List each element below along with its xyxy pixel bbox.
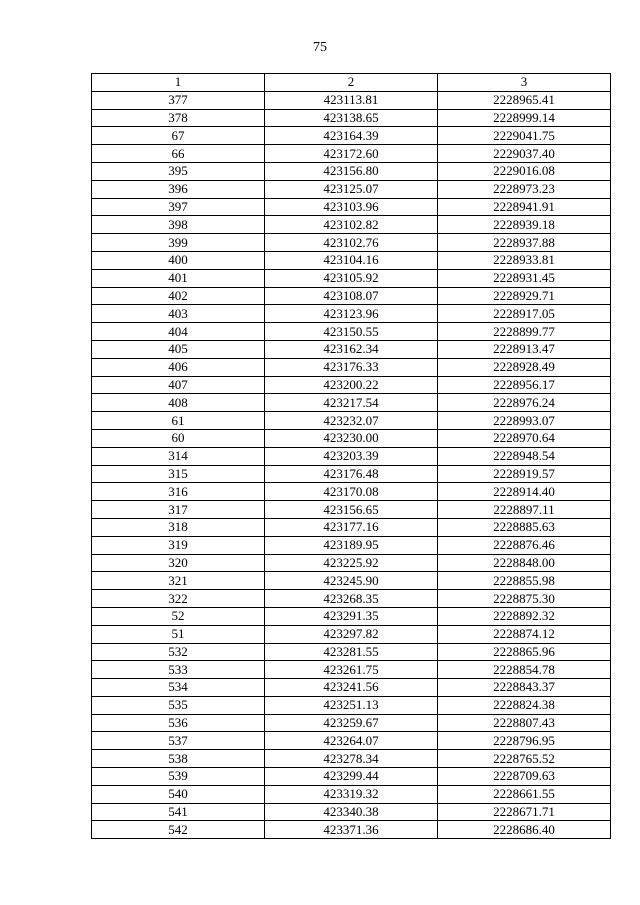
x-coordinate-cell: 423225.92	[265, 554, 438, 572]
point-number-cell: 542	[92, 821, 265, 839]
table-row	[92, 358, 611, 376]
table-row	[92, 429, 611, 447]
x-coordinate-cell: 423162.34	[265, 340, 438, 358]
table-row	[92, 643, 611, 661]
y-coordinate-cell: 2228917.05	[438, 305, 611, 323]
x-coordinate-cell: 423291.35	[265, 607, 438, 625]
table-row	[92, 340, 611, 358]
point-number-cell: 61	[92, 412, 265, 430]
table-row	[92, 554, 611, 572]
point-number-cell: 537	[92, 732, 265, 750]
y-coordinate-cell: 2228661.55	[438, 785, 611, 803]
point-number-cell: 533	[92, 661, 265, 679]
point-number-cell: 396	[92, 180, 265, 198]
y-coordinate-cell: 2228919.57	[438, 465, 611, 483]
x-coordinate-cell: 423105.92	[265, 269, 438, 287]
y-coordinate-cell: 2228973.23	[438, 180, 611, 198]
table-row	[92, 483, 611, 501]
y-coordinate-cell: 2228824.38	[438, 696, 611, 714]
x-coordinate-cell: 423156.65	[265, 501, 438, 519]
point-number-cell: 540	[92, 785, 265, 803]
y-coordinate-cell: 2228765.52	[438, 750, 611, 768]
x-coordinate-cell: 423268.35	[265, 590, 438, 608]
y-coordinate-cell: 2228855.98	[438, 572, 611, 590]
y-coordinate-cell: 2228865.96	[438, 643, 611, 661]
y-coordinate-cell: 2228965.41	[438, 91, 611, 109]
x-coordinate-cell: 423299.44	[265, 768, 438, 786]
y-coordinate-cell: 2228941.91	[438, 198, 611, 216]
point-number-cell: 398	[92, 216, 265, 234]
table-row	[92, 750, 611, 768]
x-coordinate-cell: 423241.56	[265, 679, 438, 697]
x-coordinate-cell: 423108.07	[265, 287, 438, 305]
point-number-cell: 322	[92, 590, 265, 608]
table-row	[92, 216, 611, 234]
point-number-cell: 532	[92, 643, 265, 661]
x-coordinate-cell: 423125.07	[265, 180, 438, 198]
table-header-row	[92, 74, 611, 92]
y-coordinate-cell: 2228913.47	[438, 340, 611, 358]
x-coordinate-cell: 423104.16	[265, 251, 438, 269]
point-number-cell: 406	[92, 358, 265, 376]
x-coordinate-cell: 423251.13	[265, 696, 438, 714]
y-coordinate-cell: 2229016.08	[438, 162, 611, 180]
table-row	[92, 198, 611, 216]
x-coordinate-cell: 423176.33	[265, 358, 438, 376]
y-coordinate-cell: 2228970.64	[438, 429, 611, 447]
x-coordinate-cell: 423232.07	[265, 412, 438, 430]
table-row	[92, 714, 611, 732]
y-coordinate-cell: 2228937.88	[438, 234, 611, 252]
table-row	[92, 251, 611, 269]
y-coordinate-cell: 2228914.40	[438, 483, 611, 501]
table-row	[92, 465, 611, 483]
point-number-cell: 60	[92, 429, 265, 447]
x-coordinate-cell: 423177.16	[265, 518, 438, 536]
point-number-cell: 321	[92, 572, 265, 590]
table-row	[92, 518, 611, 536]
point-number-cell: 534	[92, 679, 265, 697]
point-number-cell: 397	[92, 198, 265, 216]
point-number-cell: 320	[92, 554, 265, 572]
x-coordinate-cell: 423102.76	[265, 234, 438, 252]
table-body	[92, 91, 611, 838]
table-row	[92, 821, 611, 839]
y-coordinate-cell: 2228876.46	[438, 536, 611, 554]
point-number-cell: 541	[92, 803, 265, 821]
point-number-cell: 536	[92, 714, 265, 732]
column-header-1: 1	[92, 74, 265, 92]
x-coordinate-cell: 423189.95	[265, 536, 438, 554]
x-coordinate-cell: 423156.80	[265, 162, 438, 180]
x-coordinate-cell: 423278.34	[265, 750, 438, 768]
point-number-cell: 404	[92, 323, 265, 341]
x-coordinate-cell: 423319.32	[265, 785, 438, 803]
table-row	[92, 180, 611, 198]
point-number-cell: 319	[92, 536, 265, 554]
y-coordinate-cell: 2228933.81	[438, 251, 611, 269]
table-row	[92, 394, 611, 412]
x-coordinate-cell: 423103.96	[265, 198, 438, 216]
point-number-cell: 316	[92, 483, 265, 501]
x-coordinate-cell: 423200.22	[265, 376, 438, 394]
y-coordinate-cell: 2228928.49	[438, 358, 611, 376]
table-row	[92, 501, 611, 519]
y-coordinate-cell: 2228892.32	[438, 607, 611, 625]
x-coordinate-cell: 423281.55	[265, 643, 438, 661]
y-coordinate-cell: 2229041.75	[438, 127, 611, 145]
coordinates-table	[91, 73, 611, 839]
y-coordinate-cell: 2228807.43	[438, 714, 611, 732]
point-number-cell: 402	[92, 287, 265, 305]
point-number-cell: 318	[92, 518, 265, 536]
x-coordinate-cell: 423230.00	[265, 429, 438, 447]
table-row	[92, 109, 611, 127]
table-row	[92, 590, 611, 608]
y-coordinate-cell: 2228993.07	[438, 412, 611, 430]
x-coordinate-cell: 423123.96	[265, 305, 438, 323]
y-coordinate-cell: 2228939.18	[438, 216, 611, 234]
table-row	[92, 162, 611, 180]
y-coordinate-cell: 2228875.30	[438, 590, 611, 608]
x-coordinate-cell: 423264.07	[265, 732, 438, 750]
y-coordinate-cell: 2228929.71	[438, 287, 611, 305]
y-coordinate-cell: 2228709.63	[438, 768, 611, 786]
point-number-cell: 399	[92, 234, 265, 252]
table-row	[92, 536, 611, 554]
table-row	[92, 91, 611, 109]
point-number-cell: 535	[92, 696, 265, 714]
point-number-cell: 51	[92, 625, 265, 643]
point-number-cell: 317	[92, 501, 265, 519]
x-coordinate-cell: 423245.90	[265, 572, 438, 590]
table-row	[92, 305, 611, 323]
table-row	[92, 412, 611, 430]
point-number-cell: 400	[92, 251, 265, 269]
table-row	[92, 376, 611, 394]
point-number-cell: 314	[92, 447, 265, 465]
x-coordinate-cell: 423203.39	[265, 447, 438, 465]
y-coordinate-cell: 2228686.40	[438, 821, 611, 839]
page-number: 75	[313, 40, 327, 55]
x-coordinate-cell: 423113.81	[265, 91, 438, 109]
x-coordinate-cell: 423102.82	[265, 216, 438, 234]
table-row	[92, 572, 611, 590]
y-coordinate-cell: 2228899.77	[438, 323, 611, 341]
table-row	[92, 323, 611, 341]
x-coordinate-cell: 423297.82	[265, 625, 438, 643]
table-row	[92, 803, 611, 821]
x-coordinate-cell: 423371.36	[265, 821, 438, 839]
column-header-2: 2	[265, 74, 438, 92]
x-coordinate-cell: 423150.55	[265, 323, 438, 341]
table-row	[92, 768, 611, 786]
y-coordinate-cell: 2228796.95	[438, 732, 611, 750]
table-row	[92, 607, 611, 625]
point-number-cell: 52	[92, 607, 265, 625]
x-coordinate-cell: 423259.67	[265, 714, 438, 732]
y-coordinate-cell: 2228848.00	[438, 554, 611, 572]
y-coordinate-cell: 2228897.11	[438, 501, 611, 519]
table-row	[92, 269, 611, 287]
x-coordinate-cell: 423176.48	[265, 465, 438, 483]
table-row	[92, 661, 611, 679]
column-header-3: 3	[438, 74, 611, 92]
table-row	[92, 732, 611, 750]
point-number-cell: 407	[92, 376, 265, 394]
table-row	[92, 785, 611, 803]
table-row	[92, 625, 611, 643]
y-coordinate-cell: 2228885.63	[438, 518, 611, 536]
table-row	[92, 234, 611, 252]
table-row	[92, 127, 611, 145]
point-number-cell: 538	[92, 750, 265, 768]
y-coordinate-cell: 2228948.54	[438, 447, 611, 465]
y-coordinate-cell: 2228931.45	[438, 269, 611, 287]
y-coordinate-cell: 2228956.17	[438, 376, 611, 394]
point-number-cell: 405	[92, 340, 265, 358]
y-coordinate-cell: 2228874.12	[438, 625, 611, 643]
y-coordinate-cell: 2228976.24	[438, 394, 611, 412]
point-number-cell: 378	[92, 109, 265, 127]
table-row	[92, 679, 611, 697]
table-row	[92, 145, 611, 163]
point-number-cell: 67	[92, 127, 265, 145]
point-number-cell: 401	[92, 269, 265, 287]
y-coordinate-cell: 2229037.40	[438, 145, 611, 163]
point-number-cell: 408	[92, 394, 265, 412]
point-number-cell: 377	[92, 91, 265, 109]
x-coordinate-cell: 423217.54	[265, 394, 438, 412]
point-number-cell: 315	[92, 465, 265, 483]
point-number-cell: 539	[92, 768, 265, 786]
table-row	[92, 447, 611, 465]
y-coordinate-cell: 2228843.37	[438, 679, 611, 697]
y-coordinate-cell: 2228999.14	[438, 109, 611, 127]
x-coordinate-cell: 423170.08	[265, 483, 438, 501]
y-coordinate-cell: 2228671.71	[438, 803, 611, 821]
x-coordinate-cell: 423138.65	[265, 109, 438, 127]
point-number-cell: 395	[92, 162, 265, 180]
x-coordinate-cell: 423261.75	[265, 661, 438, 679]
point-number-cell: 66	[92, 145, 265, 163]
point-number-cell: 403	[92, 305, 265, 323]
y-coordinate-cell: 2228854.78	[438, 661, 611, 679]
x-coordinate-cell: 423340.38	[265, 803, 438, 821]
x-coordinate-cell: 423172.60	[265, 145, 438, 163]
x-coordinate-cell: 423164.39	[265, 127, 438, 145]
table-row	[92, 287, 611, 305]
table-row	[92, 696, 611, 714]
